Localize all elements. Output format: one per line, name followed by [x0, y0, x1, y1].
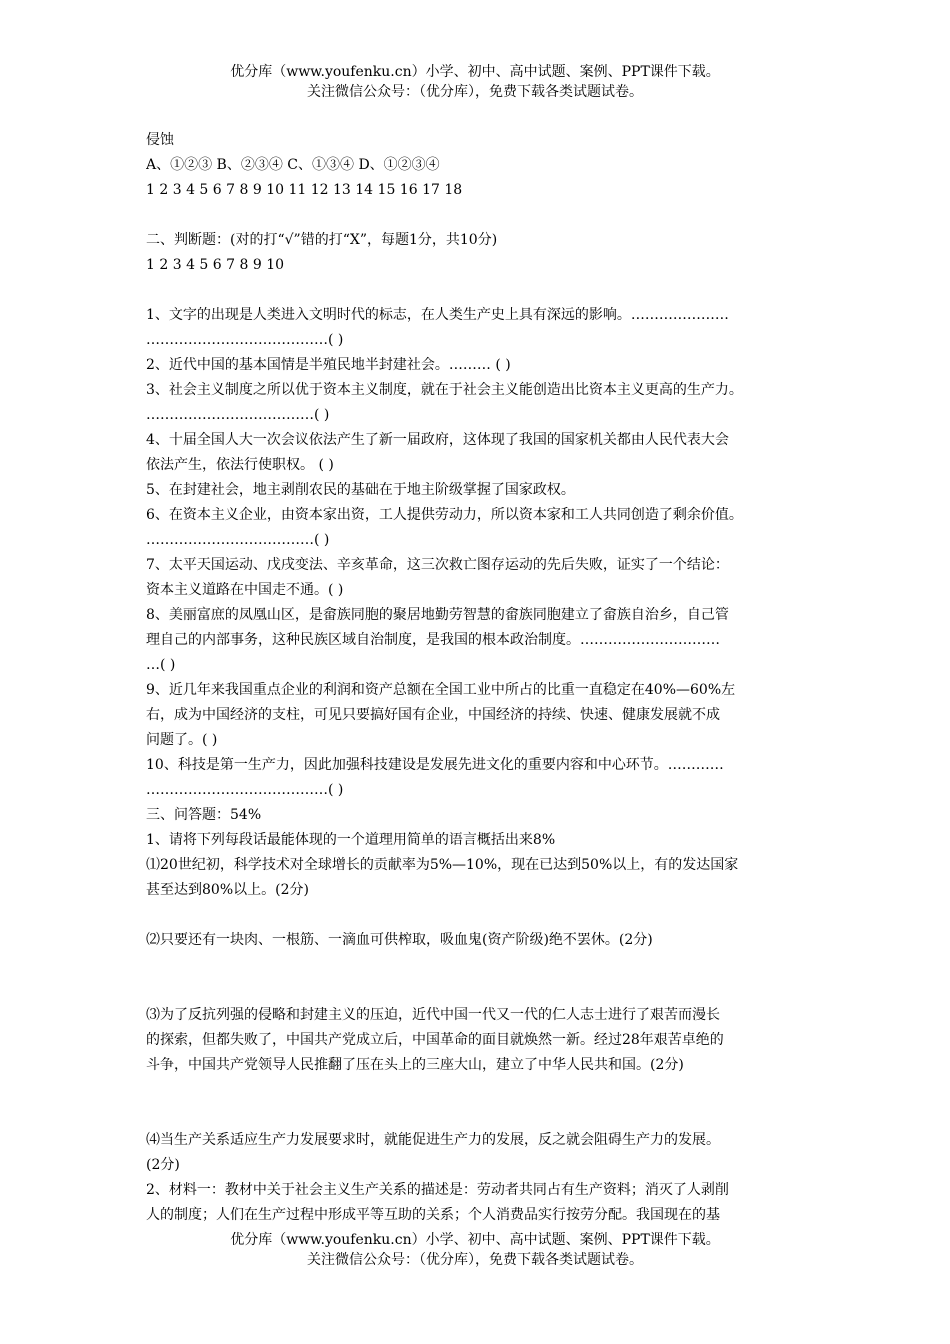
page-header	[0, 62, 950, 102]
judge-q3-line1: 3、社会主义制度之所以优于资本主义制度，就在于社会主义能创造出比资本主义更高的生产力。	[146, 382, 743, 398]
section3-title: 三、问答题：54%	[146, 807, 262, 823]
qa-p3-line1: ⑶为了反抗列强的侵略和封建主义的压迫，近代中国一代又一代的仁人志士进行了艰苦而漫长	[146, 1007, 720, 1023]
judge-q8-line2: 理自己的内部事务，这种民族区域自治制度，是我国的根本政治制度。…………………………	[146, 632, 720, 648]
judge-q8-line3: …( )	[146, 657, 176, 673]
section1-tail: 侵蚀	[146, 132, 174, 148]
qa-p2: ⑵只要还有一块肉、一根筋、一滴血可供榨取，吸血鬼(资产阶级)绝不罢休。(2分)	[146, 932, 653, 948]
judge-q7-line2: 资本主义道路在中国走不通。( )	[146, 582, 344, 598]
section1-answer-numbers: 1 2 3 4 5 6 7 8 9 10 11 12 13 14 15 16 17 18	[146, 182, 463, 198]
section1-options: A、①②③ B、②③④ C、①③④ D、①②③④	[146, 157, 440, 173]
footer-line-2: 关注微信公众号：（优分库），免费下载各类试题试卷。	[307, 1252, 643, 1268]
page-footer	[0, 1230, 950, 1270]
judge-q9-line2: 右，成为中国经济的支柱，可见只要搞好国有企业，中国经济的持续、快速、健康发展就不成	[146, 707, 720, 723]
judge-q1-line1: 1、文字的出现是人类进入文明时代的标志，在人类生产史上具有深远的影响。…………………	[146, 307, 729, 323]
section2-title: 二、判断题：(对的打“√”错的打“X”，每题1分，共10分)	[146, 232, 498, 248]
document-body	[146, 128, 814, 1228]
footer-line-1: 优分库（www.youfenku.cn）小学、初中、高中试题、案例、PPT课件下载。	[230, 1232, 720, 1248]
judge-q9-line3: 问题了。( )	[146, 732, 218, 748]
header-line-1: 优分库（www.youfenku.cn）小学、初中、高中试题、案例、PPT课件下载。	[230, 64, 720, 80]
judge-q2: 2、近代中国的基本国情是半殖民地半封建社会。……… ( )	[146, 357, 511, 373]
judge-q3-line2: ………………………………( )	[146, 407, 330, 423]
qa-p3-line2: 的探索，但都失败了，中国共产党成立后，中国革命的面目就焕然一新。经过28年艰苦卓绝的	[146, 1032, 724, 1048]
qa-p3-line3: 斗争，中国共产党领导人民推翻了压在头上的三座大山，建立了中华人民共和国。(2分)	[146, 1057, 684, 1073]
judge-q9-line1: 9、近几年来我国重点企业的利润和资产总额在全国工业中所占的比重一直稳定在40%—60%左	[146, 682, 736, 698]
judge-q1-line2: …………………………………( )	[146, 332, 344, 348]
judge-q4-line2: 依法产生，依法行使职权。 ( )	[146, 457, 334, 473]
judge-q6-line2: ………………………………( )	[146, 532, 330, 548]
qa-p4-line2: (2分)	[146, 1157, 180, 1173]
judge-q4-line1: 4、十届全国人大一次会议依法产生了新一届政府，这体现了我国的国家机关都由人民代表大会	[146, 432, 729, 448]
qa-p1-line2: 甚至达到80%以上。(2分)	[146, 882, 309, 898]
judge-q10-line1: 10、科技是第一生产力，因此加强科技建设是发展先进文化的重要内容和中心环节。…………	[146, 757, 724, 773]
qa-q2-line1: 2、材料一：教材中关于社会主义生产关系的描述是：劳动者共同占有生产资料；消灭了人剥削	[146, 1182, 729, 1198]
judge-q7-line1: 7、太平天国运动、戊戌变法、辛亥革命，这三次救亡图存运动的先后失败，证实了一个结论：	[146, 557, 729, 573]
judge-q8-line1: 8、美丽富庶的凤凰山区，是畲族同胞的聚居地勤劳智慧的畲族同胞建立了畲族自治乡，自己管	[146, 607, 729, 623]
qa-p1-line1: ⑴20世纪初，科学技术对全球增长的贡献率为5%—10%，现在已达到50%以上，有的发达国家	[146, 857, 739, 873]
qa-q2-line2: 人的制度；人们在生产过程中形成平等互助的关系；个人消费品实行按劳分配。我国现在的基	[146, 1207, 720, 1223]
header-line-2: 关注微信公众号：（优分库），免费下载各类试题试卷。	[307, 84, 643, 100]
qa-p4-line1: ⑷当生产关系适应生产力发展要求时，就能促进生产力的发展，反之就会阻碍生产力的发展。	[146, 1132, 720, 1148]
judge-q10-line2: …………………………………( )	[146, 782, 344, 798]
qa-q1: 1、请将下列每段话最能体现的一个道理用简单的语言概括出来8%	[146, 832, 556, 848]
judge-q6-line1: 6、在资本主义企业，由资本家出资，工人提供劳动力，所以资本家和工人共同创造了剩余价值。	[146, 507, 743, 523]
section2-answer-numbers: 1 2 3 4 5 6 7 8 9 10	[146, 257, 285, 273]
judge-q5: 5、在封建社会，地主剥削农民的基础在于地主阶级掌握了国家政权。	[146, 482, 575, 498]
